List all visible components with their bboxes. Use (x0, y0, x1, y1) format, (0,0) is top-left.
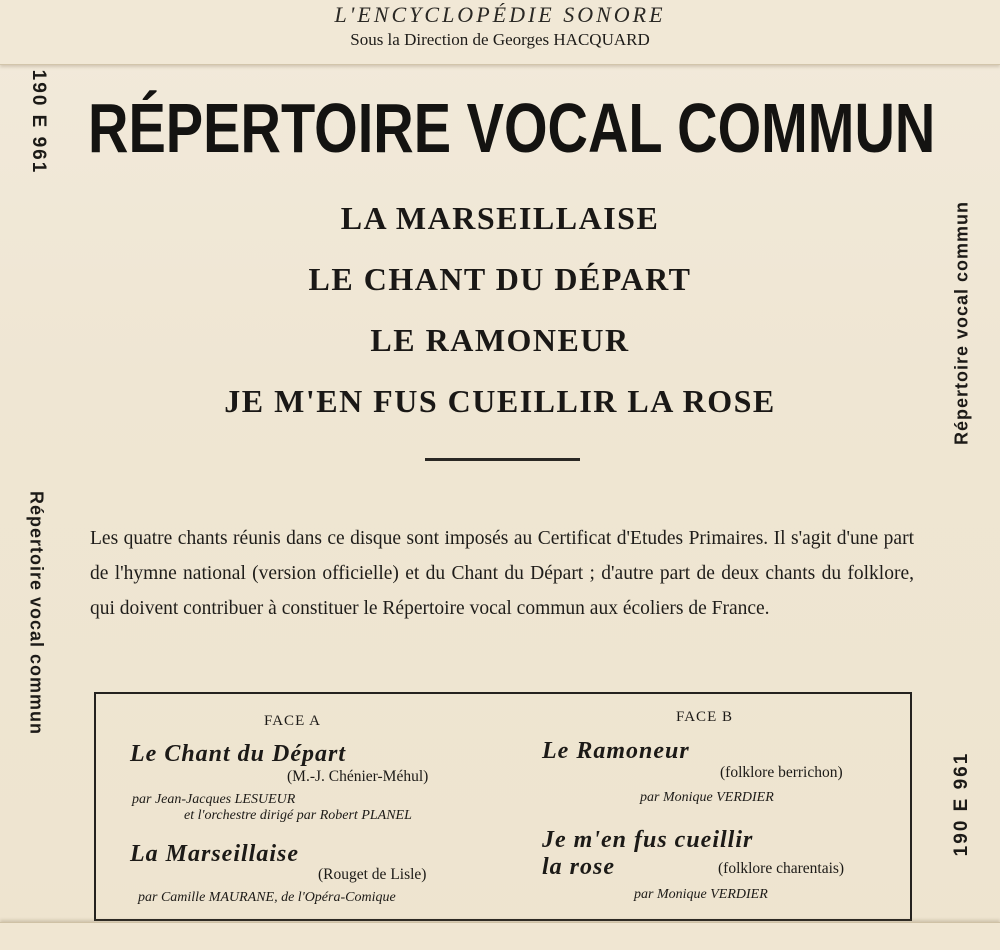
face-a-label: FACE A (264, 713, 321, 729)
face-b-track1-performer: par Monique VERDIER (640, 790, 774, 805)
description-paragraph: Les quatre chants réunis dans ce disque sont imposés au Certificat d'Etudes Primaires. Il s'agit d'une part de l'hymne national (version officielle) et du Chant du Départ ; d'autre part de deux chants du folklore, qui doivent contribuer à constituer le Répertoire vocal commun aux écoliers de France. (90, 528, 914, 619)
face-b-track2-title-line2: la rose (542, 854, 615, 880)
song-title: LE CHANT DU DÉPART (308, 261, 692, 297)
song-list (100, 195, 900, 439)
face-b-track2-performer: par Monique VERDIER (634, 887, 768, 902)
series-direction: Sous la Direction de Georges HACQUARD (350, 30, 650, 49)
catalog-number-right-text: 190 E 961 (951, 751, 972, 857)
spine-text-left-label: Répertoire vocal commun (26, 490, 47, 736)
spine-text-right-label: Répertoire vocal commun (951, 200, 972, 445)
song-title: LA MARSEILLAISE (340, 200, 660, 236)
face-a-track2-performer: par Camille MAURANE, de l'Opéra-Comique (138, 890, 396, 905)
face-a-track1-performer: par Jean-Jacques LESUEUR (132, 792, 296, 807)
top-flap (0, 0, 1000, 65)
face-b-track2-credit: (folklore charentais) (718, 860, 845, 877)
face-a-track2-title: La Marseillaise (130, 841, 299, 867)
face-a-track1-orchestra: et l'orchestre dirigé par Robert PLANEL (184, 808, 412, 823)
face-b-track1-title: Le Ramoneur (542, 738, 690, 764)
catalog-number-right (940, 752, 984, 856)
catalog-number-left (16, 69, 60, 175)
face-a-track2-credit: (Rouget de Lisle) (318, 866, 427, 883)
catalog-number-left-text: 190 E 961 (28, 69, 49, 175)
album-title: RÉPERTOIRE VOCAL COMMUN (88, 89, 936, 167)
series-name: L'ENCYCLOPÉDIE SONORE (334, 2, 666, 27)
face-a-track1-title: Le Chant du Départ (130, 741, 347, 767)
face-b-track2-title-line1: Je m'en fus cueillir (542, 827, 754, 853)
divider-rule (425, 458, 580, 461)
song-title: LE RAMONEUR (370, 322, 630, 358)
track-listing-box (94, 692, 912, 921)
spine-text-right (940, 200, 984, 445)
bottom-flap (0, 922, 1000, 950)
face-a-track1-credit: (M.-J. Chénier-Méhul) (287, 768, 429, 785)
face-b-track1-credit: (folklore berrichon) (720, 764, 843, 781)
spine-text-left (14, 490, 58, 736)
face-b-label: FACE B (676, 709, 733, 725)
song-title: JE M'EN FUS CUEILLIR LA ROSE (224, 383, 776, 419)
